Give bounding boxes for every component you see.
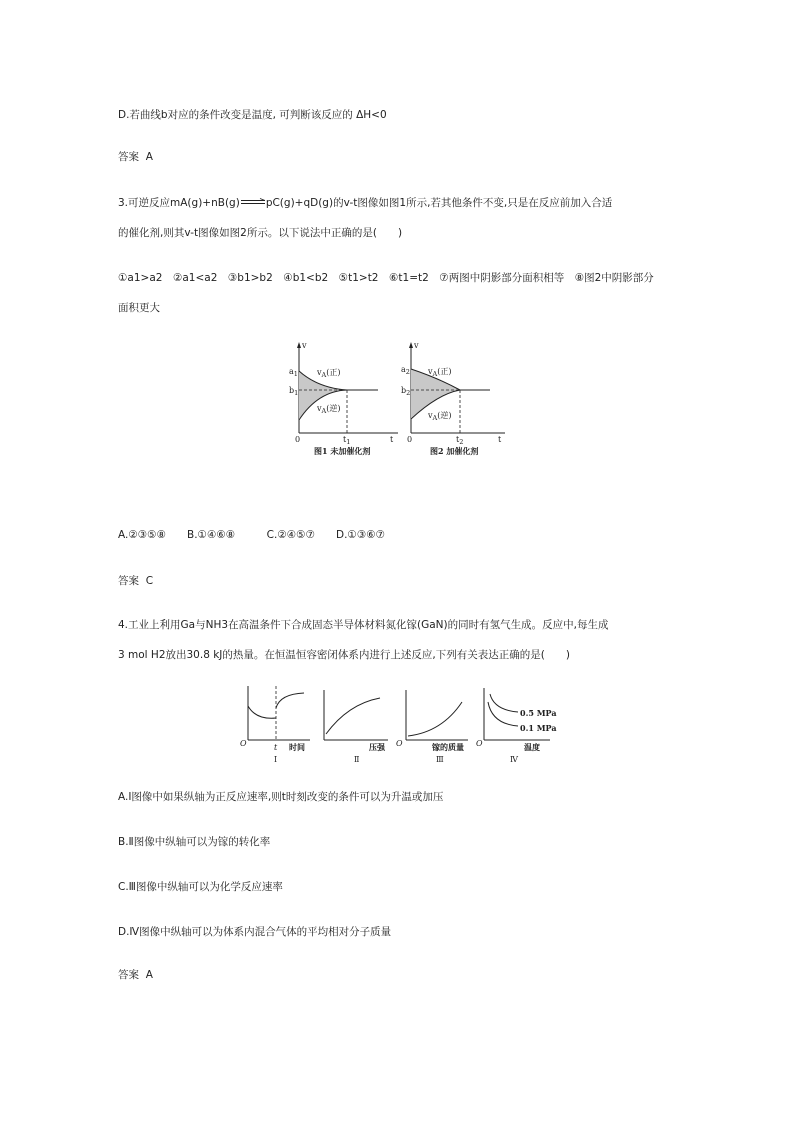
fig2-a-label: a [401, 365, 406, 374]
g1-t-mark: t [274, 743, 278, 752]
q4-answer [118, 968, 153, 982]
q3-stem-line1 [118, 196, 612, 210]
fig1-y-label: v [302, 341, 307, 350]
fig2-t-label: t [456, 435, 460, 444]
g4-curve-top-label: 0.5 MPa [520, 708, 557, 718]
q2-option-d: D.若曲线b对应的条件改变是温度, 可判断该反应的 ΔH<0 [118, 109, 387, 121]
fig2-reverse-label: v [428, 411, 433, 420]
fig1-a-label: a [289, 367, 294, 376]
fig2-reverse-sub: A [432, 414, 438, 422]
q3-figures [280, 338, 510, 458]
fig2-forward-sub: A [432, 370, 438, 378]
fig2-forward-label: v [428, 367, 433, 376]
answer-value: A [145, 969, 153, 981]
g3-curve [408, 702, 462, 736]
answer-label: 答案 [118, 969, 139, 981]
q4-stem-line2: 3 mol H2放出30.8 kJ的热量。在恒温恒容密闭体系内进行上述反应,下列有关表达正确的是( ) [118, 649, 570, 661]
figure-2-catalyzed [401, 341, 505, 456]
q4-option-b: B.Ⅱ图像中纵轴可以为镓的转化率 [118, 836, 271, 848]
g1-curve-after [276, 693, 304, 708]
q3-statements-line2: 面积更大 [118, 302, 160, 314]
g1-origin: O [240, 739, 247, 748]
fig2-y-label: v [414, 341, 419, 350]
fig1-x-label: t [390, 435, 394, 444]
fig2-origin: 0 [407, 435, 413, 444]
fig1-reverse-label: v [317, 404, 322, 413]
fig2-forward-text: (正) [437, 367, 452, 376]
fig1-t-label: t [343, 435, 347, 444]
q4-option-d: D.Ⅳ图像中纵轴可以为体系内混合气体的平均相对分子质量 [118, 926, 392, 938]
g2-x-label: 压强 [369, 742, 385, 752]
answer-value: A [145, 151, 153, 163]
q3-stem-line2: 的催化剂,则其v-t图像如图2所示。以下说法中正确的是( ) [118, 227, 403, 239]
fig1-t-sub: 1 [346, 438, 351, 446]
fig1-origin: 0 [295, 435, 301, 444]
g3-x-label: 镓的质量 [432, 742, 464, 752]
q3-choices: A.②③⑤⑧ B.①④⑥⑧ C.②④⑤⑦ D.①③⑥⑦ [118, 529, 386, 541]
fig1-a-sub: 1 [293, 370, 298, 378]
q3-stem-part2: pC(g)+qD(g)的v-t图像如图1所示,若其他条件不变,只是在反应前加入合适 [265, 197, 613, 209]
g4-roman: Ⅳ [510, 755, 518, 764]
fig1-reverse-text: (逆) [326, 404, 341, 413]
g2-roman: Ⅱ [354, 755, 360, 764]
fig2-x-label: t [498, 435, 502, 444]
fig2-t-sub: 2 [459, 438, 464, 446]
svg-text:t2 [456, 435, 463, 446]
fig2-y-arrow-icon [409, 342, 413, 348]
fig2-reverse-text: (逆) [437, 411, 452, 420]
g2-curve [326, 698, 380, 734]
fig1-forward-sub: A [321, 371, 327, 379]
g1-roman: Ⅰ [274, 755, 278, 764]
fig2-caption: 图2 加催化剂 [430, 446, 479, 456]
g4-origin: O [476, 739, 483, 748]
graph-1 [240, 686, 310, 764]
graph-4 [476, 688, 557, 764]
svg-text:a1 [289, 367, 298, 378]
fig1-b-sub: 1 [294, 389, 299, 397]
fig1-forward-text: (正) [326, 368, 341, 377]
fig2-a-sub: 2 [405, 368, 410, 376]
q4-option-c: C.Ⅲ图像中纵轴可以为化学反应速率 [118, 881, 283, 893]
g4-curve-bottom-label: 0.1 MPa [520, 723, 557, 733]
fig2-b-sub: 2 [406, 389, 411, 397]
g4-curve-low [488, 702, 518, 726]
fig1-y-arrow-icon [297, 342, 301, 348]
q4-option-a: A.Ⅰ图像中如果纵轴为正反应速率,则t时刻改变的条件可以为升温或加压 [118, 791, 444, 803]
svg-text:b1 [289, 386, 298, 397]
g4-x-label: 温度 [524, 742, 540, 752]
svg-text:vA(正) [316, 368, 340, 379]
fig1-caption: 图1 未加催化剂 [314, 446, 371, 456]
answer-value: C [145, 575, 154, 587]
svg-text:a2 [401, 365, 410, 376]
q3-statements-line1: ①a1>a2 ②a1<a2 ③b1>b2 ④b1<b2 ⑤t1>t2 ⑥t1=t2 ⑦两图中阴影部分面积相等 ⑧图2中阴影部分 [118, 272, 654, 284]
answer-label: 答案 [118, 575, 139, 587]
q4-stem-line1: 4.工业上利用Ga与NH3在高温条件下合成固态半导体材料氮化镓(GaN)的同时有氢气生成。反应中,每生成 [118, 619, 609, 631]
g3-origin: O [396, 739, 403, 748]
q4-graphs [238, 684, 558, 770]
svg-text:b2 [401, 386, 410, 397]
reversible-arrow-icon [240, 196, 266, 210]
g1-curve-before [248, 706, 276, 718]
figure-1-uncatalyzed [289, 341, 398, 456]
q3-answer [118, 574, 153, 588]
graph-3 [396, 690, 468, 764]
fig1-reverse-sub: A [321, 407, 327, 415]
q3-stem-part1: 3.可逆反应mA(g)+nB(g) [118, 197, 240, 209]
g1-x-label: 时间 [289, 742, 305, 752]
svg-text:vA(逆) [316, 403, 340, 415]
fig1-forward-label: v [317, 368, 322, 377]
g4-curve-high [490, 694, 518, 712]
svg-text:vA(逆) [427, 410, 451, 422]
fig2-b-label: b [401, 386, 407, 395]
graph-2 [324, 690, 388, 764]
svg-text:t1 [343, 435, 350, 446]
q2-answer [118, 150, 153, 164]
g3-roman: Ⅲ [436, 755, 444, 764]
answer-label: 答案 [118, 151, 139, 163]
fig1-b-label: b [289, 386, 295, 395]
